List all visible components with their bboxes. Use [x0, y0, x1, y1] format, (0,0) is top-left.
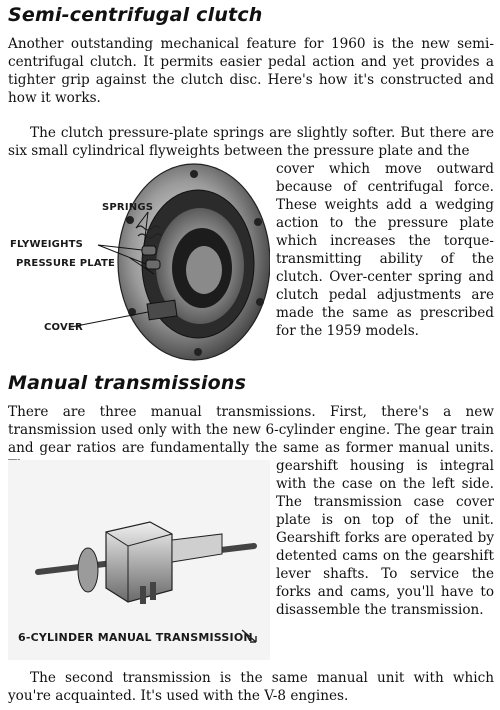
transmissions-intro-paragraph: There are three manual transmissions. First, there's a new transmission used only with the new 6-cylinder engine. The gear train and gear ratios are fundamentally the same as former manual units. — [8, 404, 494, 456]
clutch-paragraph-wrap: cover which move outward because of centrifugal force. These weights add a wedging action to the pressure plate which increases the torque-transmitting ability of the clutch. Over-center spring and clutch pedal adjustments are made the same as prescribed for the 1959 models. — [276, 161, 494, 339]
pressure-plate-label: PRESSURE PLATE — [16, 258, 116, 269]
caption-pointer-icon — [240, 626, 260, 646]
springs-label: SPRINGS — [102, 202, 154, 213]
transmission-caption: 6-CYLINDER MANUAL TRANSMISSION — [18, 631, 253, 644]
clutch-figure — [8, 162, 270, 362]
transmissions-section-title: Manual transmissions — [8, 372, 247, 394]
clutch-intro-paragraph: Another outstanding mechanical feature for 1960 is the new semi-centrifugal clutch. It permits easier pedal action and yet provides a tighter grip against the clutch disc. Here's how it's constructed and how it works. — [8, 36, 494, 106]
transmissions-closing-paragraph: The second transmission is the same manual unit with which you're acquainted. It's used with the V-8 engines. — [8, 670, 494, 704]
transmission-figure — [8, 460, 270, 660]
flyweights-label: FLYWEIGHTS — [10, 239, 84, 250]
transmission-illustration — [8, 460, 270, 660]
transmissions-wrap-paragraph: gearshift housing is integral with the case on the left side. The transmission case cover plate is on top of the unit. Gearshift forks are operated by detented cams on the gearshift lever shafts. To service the forks and cams, you'll have to disassemble the transmission. — [276, 458, 494, 618]
clutch-paragraph-lead: The clutch pressure-plate springs are slightly softer. But there are six small cylindrical flyweights between the pressure plate and the — [8, 125, 494, 159]
cover-label: COVER — [44, 322, 83, 333]
clutch-section-title: Semi-centrifugal clutch — [8, 4, 263, 26]
